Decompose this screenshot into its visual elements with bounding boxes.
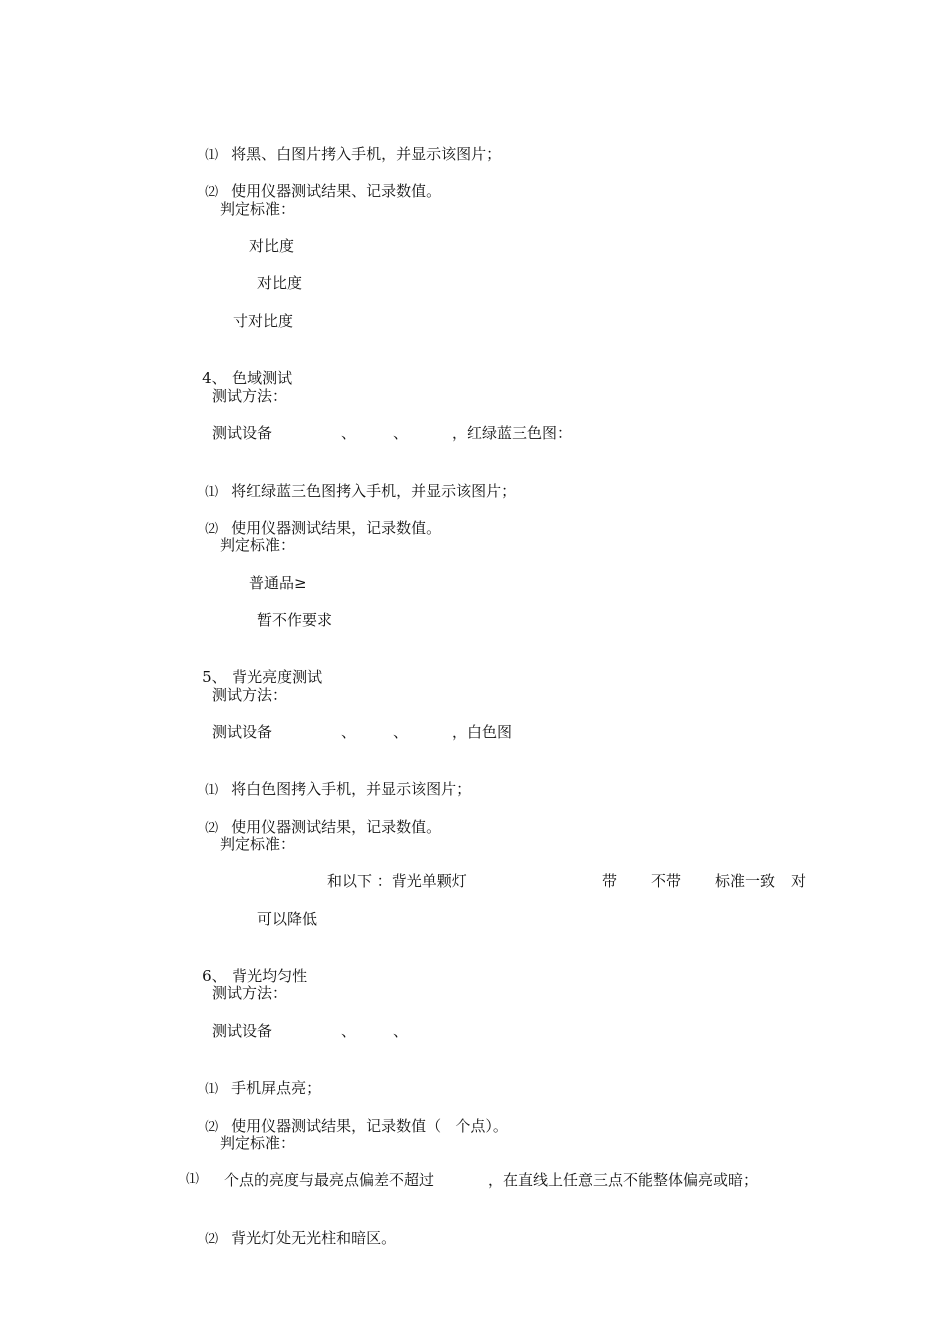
criteria-heading: 判定标准： bbox=[220, 536, 296, 554]
separator: 、 bbox=[393, 1022, 409, 1040]
criteria-segment: 标准一致 bbox=[715, 872, 776, 890]
criteria-heading: 判定标准： bbox=[220, 200, 296, 218]
criteria-segment: 带 bbox=[602, 872, 618, 890]
step-number: ⑴ bbox=[205, 485, 219, 500]
step-text: 使用仪器测试结果、记录数值。 bbox=[231, 182, 442, 200]
criteria-heading: 判定标准： bbox=[220, 835, 296, 853]
criteria-item: 普通品≥ bbox=[249, 574, 307, 592]
step-number: ⑴ bbox=[205, 148, 219, 163]
section-title: 色域测试 bbox=[232, 369, 293, 387]
criteria-segment: ，在直线上任意三点不能整体偏亮或暗； bbox=[488, 1171, 759, 1189]
equipment-label: 测试设备 bbox=[212, 723, 273, 741]
step-text: 将白色图拷入手机，并显示该图片； bbox=[231, 780, 472, 798]
equipment-note: ，红绿蓝三色图： bbox=[452, 424, 573, 442]
step-text: 将红绿蓝三色图拷入手机，并显示该图片； bbox=[231, 482, 517, 500]
section-number: 6、 bbox=[202, 967, 227, 985]
step-number: ⑵ bbox=[205, 1120, 219, 1135]
criteria-item: 暂不作要求 bbox=[257, 611, 333, 629]
separator: 、 bbox=[341, 1022, 357, 1040]
step-text: 使用仪器测试结果，记录数值。 bbox=[231, 519, 442, 537]
section-title: 背光亮度测试 bbox=[232, 668, 323, 686]
step-text: 使用仪器测试结果，记录数值（ 个点）。 bbox=[231, 1117, 508, 1135]
step-number: ⑵ bbox=[205, 185, 219, 200]
step-text: 使用仪器测试结果，记录数值。 bbox=[231, 818, 442, 836]
separator: 、 bbox=[393, 723, 409, 741]
criteria-item: 可以降低 bbox=[257, 910, 318, 928]
separator: 、 bbox=[341, 723, 357, 741]
method-heading: 测试方法： bbox=[212, 387, 288, 405]
step-number: ⑴ bbox=[205, 783, 219, 798]
criteria-item: 寸对比度 bbox=[233, 312, 294, 330]
equipment-label: 测试设备 bbox=[212, 424, 273, 442]
equipment-label: 测试设备 bbox=[212, 1022, 273, 1040]
equipment-note: ，白色图 bbox=[452, 723, 513, 741]
method-heading: 测试方法： bbox=[212, 984, 288, 1002]
step-text: 将黑、白图片拷入手机，并显示该图片； bbox=[231, 145, 502, 163]
method-heading: 测试方法： bbox=[212, 686, 288, 704]
step-number: ⑵ bbox=[205, 522, 219, 537]
step-number: ⑵ bbox=[205, 821, 219, 836]
step-number: ⑴ bbox=[205, 1082, 219, 1097]
criteria-segment: 不带 bbox=[651, 872, 682, 890]
criteria-segment: 对 bbox=[791, 872, 807, 890]
section-title: 背光均匀性 bbox=[232, 967, 308, 985]
separator: 、 bbox=[393, 424, 409, 442]
separator: 、 bbox=[341, 424, 357, 442]
step-number: ⑵ bbox=[205, 1232, 219, 1247]
section-number: 5、 bbox=[202, 668, 227, 686]
step-number: ⑴ bbox=[186, 1172, 200, 1187]
criteria-segment: 个点的亮度与最亮点偏差不超过 bbox=[224, 1171, 435, 1189]
criteria-segment: 和以下 ：背光单颗灯 bbox=[327, 872, 467, 890]
step-text: 手机屏点亮； bbox=[231, 1079, 322, 1097]
step-text: 背光灯处无光柱和暗区。 bbox=[231, 1229, 397, 1247]
criteria-item: 对比度 bbox=[249, 237, 295, 255]
section-number: 4、 bbox=[202, 369, 227, 387]
step-line bbox=[186, 1208, 396, 1270]
criteria-heading: 判定标准： bbox=[220, 1134, 296, 1152]
criteria-item: 对比度 bbox=[257, 274, 303, 292]
